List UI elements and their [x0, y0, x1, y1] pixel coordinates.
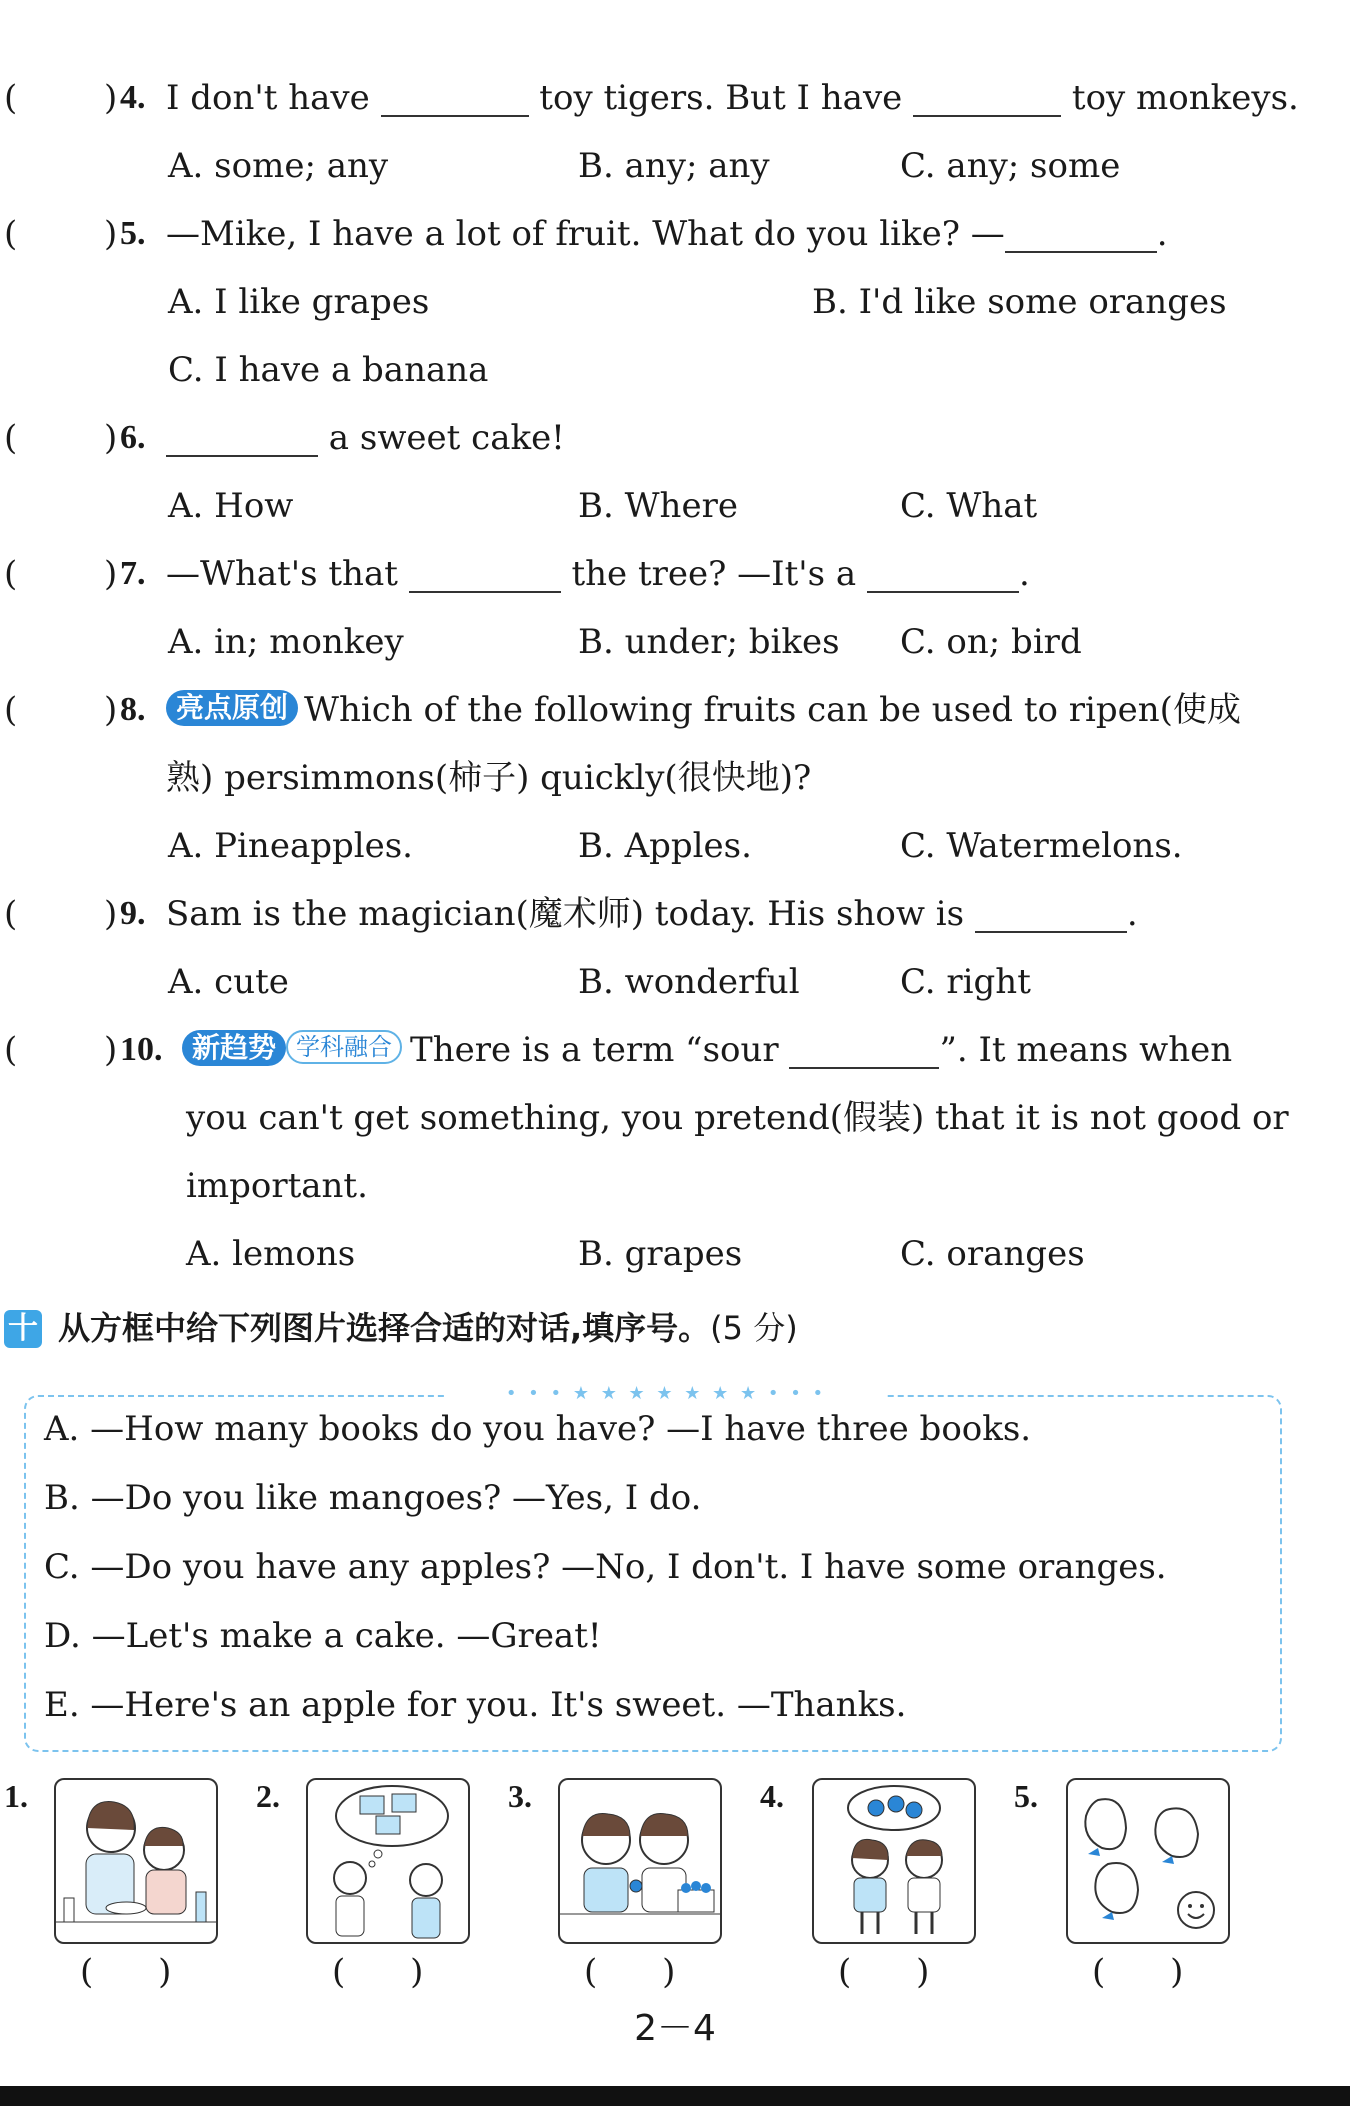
- option-b[interactable]: B. Apples.: [578, 826, 752, 866]
- scan-edge: [0, 2086, 1350, 2106]
- option-a[interactable]: A. Pineapples.: [168, 826, 413, 866]
- option-a[interactable]: A. some; any: [168, 146, 389, 186]
- question-number: 9.: [120, 895, 146, 932]
- answer-bracket[interactable]: ( ): [838, 1952, 930, 1992]
- picture-number: 3.: [508, 1778, 532, 1814]
- new-trend-badge: 新趋势: [182, 1030, 286, 1066]
- highlight-original-badge: 亮点原创: [166, 690, 298, 726]
- option-b[interactable]: B. I'd like some oranges: [812, 282, 1227, 322]
- question-number: 8.: [120, 691, 146, 728]
- answer-bracket[interactable]: ( ): [80, 1952, 172, 1992]
- two-boys-with-fruit-illustration: [560, 1780, 720, 1942]
- answer-blank[interactable]: [867, 551, 1019, 593]
- option-c[interactable]: C. any; some: [900, 146, 1121, 186]
- question-number: 10.: [120, 1031, 163, 1068]
- section-title-text: 从方框中给下列图片选择合适的对话,填序号。: [58, 1309, 711, 1347]
- picture-apples: [558, 1778, 722, 1944]
- section-number-badge: 十: [4, 1310, 42, 1348]
- section-title: [58, 1300, 798, 1356]
- answer-paren-close: ): [104, 418, 118, 458]
- option-c[interactable]: C. oranges: [900, 1234, 1085, 1274]
- question-text: [166, 546, 1030, 602]
- picture-cooking: [54, 1778, 218, 1944]
- question-text: [182, 1022, 1232, 1078]
- girl-and-boy-thinking-of-apples-illustration: [814, 1780, 974, 1942]
- option-c[interactable]: C. on; bird: [900, 622, 1082, 662]
- question-text: [166, 206, 1168, 262]
- page-number: 2－4: [634, 2008, 716, 2049]
- answer-bracket[interactable]: ( ): [584, 1952, 676, 1992]
- answer-blank[interactable]: [409, 551, 561, 593]
- answer-paren-open: (: [4, 214, 18, 254]
- dialogue-option-a: A. —How many books do you have? —I have three books.: [44, 1409, 1032, 1449]
- question-text-part: .: [1126, 894, 1138, 934]
- question-text-part: toy tigers. But I have: [528, 78, 914, 118]
- question-text: [166, 70, 1299, 126]
- picture-number: 1.: [4, 1778, 28, 1814]
- answer-blank[interactable]: [913, 75, 1061, 117]
- question-text-continued: important.: [186, 1166, 368, 1206]
- picture-number: 5.: [1014, 1778, 1038, 1814]
- question-text-part: the tree? —It's a: [560, 554, 867, 594]
- question-7: [0, 546, 1330, 602]
- question-text-part: Sam is the magician(魔术师) today. His show is: [166, 894, 975, 934]
- mangoes-and-smiley-illustration: [1068, 1780, 1228, 1942]
- question-text-continued: you can't get something, you pretend(假装) that it is not good or: [186, 1098, 1289, 1138]
- option-c[interactable]: C. right: [900, 962, 1031, 1002]
- two-people-thinking-of-books-illustration: [308, 1780, 468, 1942]
- picture-no-apples: [812, 1778, 976, 1944]
- question-number: 5.: [120, 215, 146, 252]
- question-6: [0, 410, 1330, 466]
- dialogue-option-d: D. —Let's make a cake. —Great!: [44, 1616, 602, 1656]
- question-text: [166, 682, 1241, 738]
- section-score: (5 分): [710, 1309, 798, 1347]
- option-c[interactable]: C. What: [900, 486, 1038, 526]
- answer-blank[interactable]: [789, 1027, 939, 1069]
- option-a[interactable]: A. How: [168, 486, 294, 526]
- question-text-continued: 熟) persimmons(柿子) quickly(很快地)?: [166, 758, 812, 798]
- answer-paren-close: ): [104, 214, 118, 254]
- answer-paren-close: ): [104, 690, 118, 730]
- question-4: [0, 70, 1330, 126]
- answer-paren-close: ): [104, 1030, 118, 1070]
- answer-blank[interactable]: [166, 415, 318, 457]
- question-text-part: .: [1018, 554, 1030, 594]
- answer-paren-open: (: [4, 418, 18, 458]
- option-b[interactable]: B. under; bikes: [578, 622, 840, 662]
- option-a[interactable]: A. lemons: [186, 1234, 356, 1274]
- question-text-part: .: [1156, 214, 1168, 254]
- picture-mangoes: [1066, 1778, 1230, 1944]
- answer-paren-open: (: [4, 554, 18, 594]
- dialogue-option-b: B. —Do you like mangoes? —Yes, I do.: [44, 1478, 702, 1518]
- option-b[interactable]: B. Where: [578, 486, 738, 526]
- option-b[interactable]: B. any; any: [578, 146, 770, 186]
- answer-blank[interactable]: [381, 75, 529, 117]
- subject-integration-badge: 学科融合: [286, 1030, 402, 1064]
- mother-child-baking-illustration: [56, 1780, 216, 1942]
- star-divider: • • • ★ ★ ★ ★ ★ ★ ★ • • •: [446, 1383, 886, 1407]
- answer-paren-close: ): [104, 554, 118, 594]
- answer-blank[interactable]: [975, 891, 1127, 933]
- question-number: 7.: [120, 555, 146, 592]
- answer-paren-open: (: [4, 78, 18, 118]
- question-text-part: —Mike, I have a lot of fruit. What do you like? —: [166, 214, 1005, 254]
- dialogue-box: [24, 1383, 1282, 1752]
- question-number: 4.: [120, 79, 146, 116]
- question-text-part: a sweet cake!: [318, 418, 565, 458]
- question-9: [0, 886, 1330, 942]
- dialogue-option-c: C. —Do you have any apples? —No, I don't. I have some oranges.: [44, 1547, 1167, 1587]
- question-text: [166, 886, 1138, 942]
- question-text-part: —What's that: [166, 554, 409, 594]
- answer-bracket[interactable]: ( ): [332, 1952, 424, 1992]
- option-c[interactable]: C. I have a banana: [168, 350, 489, 390]
- option-b[interactable]: B. wonderful: [578, 962, 800, 1002]
- question-text-part: Which of the following fruits can be used to ripen(使成: [304, 690, 1241, 730]
- question-text: [166, 410, 565, 466]
- picture-number: 2.: [256, 1778, 280, 1814]
- answer-blank[interactable]: [1005, 211, 1157, 253]
- option-a[interactable]: A. in; monkey: [168, 622, 404, 662]
- question-8: [0, 682, 1330, 738]
- question-text-part: toy monkeys.: [1061, 78, 1299, 118]
- option-a[interactable]: A. cute: [168, 962, 289, 1002]
- question-number: 6.: [120, 419, 146, 456]
- answer-bracket[interactable]: ( ): [1092, 1952, 1184, 1992]
- question-text-part: I don't have: [166, 78, 381, 118]
- answer-paren-close: ): [104, 78, 118, 118]
- answer-paren-open: (: [4, 894, 18, 934]
- question-text-part: There is a term “sour: [410, 1030, 790, 1070]
- picture-number: 4.: [760, 1778, 784, 1814]
- option-c[interactable]: C. Watermelons.: [900, 826, 1183, 866]
- question-10: [0, 1022, 1330, 1078]
- option-a[interactable]: A. I like grapes: [168, 282, 430, 322]
- option-b[interactable]: B. grapes: [578, 1234, 743, 1274]
- answer-paren-open: (: [4, 690, 18, 730]
- answer-paren-close: ): [104, 894, 118, 934]
- question-text-part: ”. It means when: [939, 1030, 1233, 1070]
- question-5: [0, 206, 1330, 262]
- picture-books: [306, 1778, 470, 1944]
- dialogue-option-e: E. —Here's an apple for you. It's sweet. —Thanks.: [44, 1685, 907, 1725]
- answer-paren-open: (: [4, 1030, 18, 1070]
